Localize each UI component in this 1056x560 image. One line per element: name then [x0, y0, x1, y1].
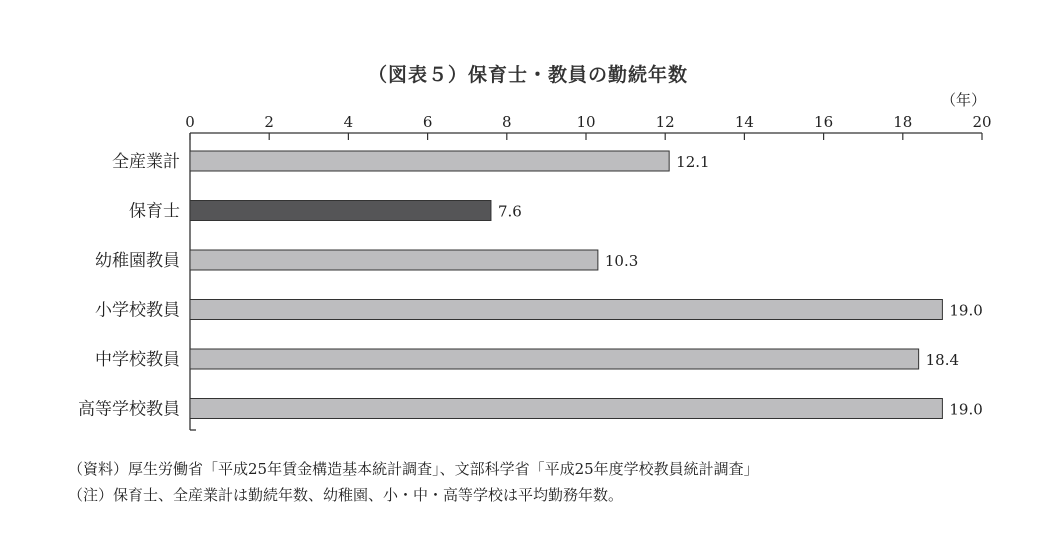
x-tick-label: 16: [814, 113, 834, 131]
x-tick-label: 10: [576, 113, 596, 131]
x-tick-label: 14: [734, 113, 754, 131]
bar: [190, 399, 942, 419]
value-label: 12.1: [676, 153, 710, 171]
x-tick-label: 20: [972, 113, 992, 131]
x-tick-label: 8: [502, 113, 512, 131]
bar-layer: [190, 151, 942, 419]
x-tick-label: 4: [343, 113, 354, 131]
category-label: 幼稚園教員: [95, 251, 180, 271]
source-note: （資料）厚生労働省「平成25年賃金構造基本統計調査」、文部科学省「平成25年度学校教員統計調査」: [68, 460, 759, 478]
x-tick-label: 18: [893, 113, 913, 131]
value-label: 10.3: [604, 252, 639, 270]
x-tick-label: 0: [185, 113, 195, 131]
value-label: 19.0: [949, 400, 983, 419]
category-label: 中学校教員: [95, 350, 180, 370]
bar: [190, 201, 491, 221]
x-tick-label: 6: [422, 113, 433, 131]
x-axis-unit-label: （年）: [940, 91, 986, 109]
x-tick-label: 12: [655, 113, 675, 131]
category-label: 小学校教員: [95, 300, 180, 321]
bar: [190, 151, 669, 171]
category-label: 保育士: [129, 201, 180, 222]
remark-note: （注）保育士、全産業計は勤続年数、幼稚園、小・中・高等学校は平均勤務年数。: [68, 486, 624, 504]
chart-title: （図表５）保育士・教員の勤続年数: [367, 64, 688, 86]
value-label: 18.4: [925, 351, 960, 369]
value-label: 19.0: [949, 301, 983, 320]
category-label: 高等学校教員: [78, 399, 180, 420]
x-tick-label: 2: [264, 113, 274, 131]
axis-layer: [190, 133, 982, 430]
category-label: 全産業計: [112, 152, 180, 172]
bar: [190, 250, 598, 270]
bar: [190, 349, 919, 369]
bar: [190, 300, 942, 320]
value-label: 7.6: [497, 202, 522, 221]
